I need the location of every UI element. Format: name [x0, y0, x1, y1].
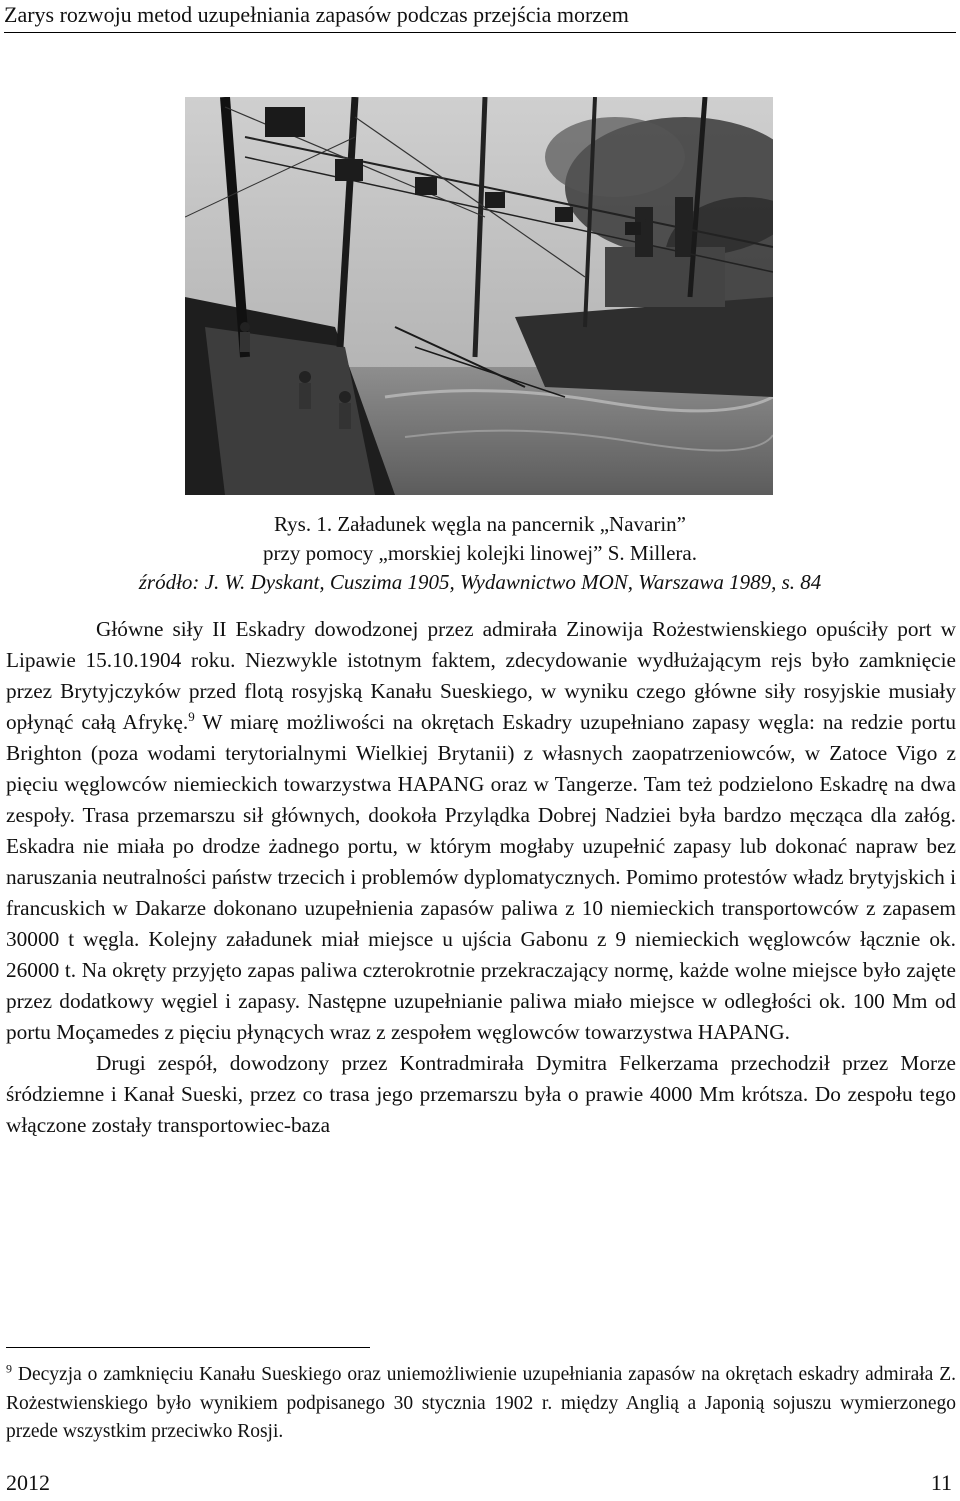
- caption-source: źródło: J. W. Dyskant, Cuszima 1905, Wydawnictwo MON, Warszawa 1989, s. 84: [138, 570, 822, 594]
- caption-line-1: Rys. 1. Załadunek węgla na pancernik „Navarin”: [274, 512, 686, 536]
- running-header: [4, 0, 956, 33]
- figure-photo-illustration: [185, 97, 773, 495]
- paragraph-2: Drugi zespół, dowodzony przez Kontradmirała Dymitra Felkerzama przechodził przez Morze śródziemne i Kanał Sueski, przez co trasa jego przemarszu była o prawie 4000 Mm krótsza. Do zespołu tego włączone zostały transportowiec-baza: [6, 1051, 956, 1137]
- footer-year: 2012: [6, 1470, 50, 1495]
- footnote-text: Decyzja o zamknięciu Kanału Sueskiego oraz uniemożliwienie uzupełniania zapasów na okrętach eskadry admirała Z. Rożestwienskiego było wynikiem podpisanego 30 stycznia 1902 r. między Anglią a Japonią sojuszu wymierzonego przede wszystkim przeciwko Rosji.: [6, 1364, 956, 1442]
- footnote: [6, 1361, 956, 1447]
- figure-caption: [0, 510, 960, 597]
- figure-photo-coal-loading: [185, 97, 773, 495]
- paragraph-1: [6, 614, 956, 1048]
- footnote-number: 9: [6, 1361, 12, 1376]
- footnote-separator: [6, 1347, 370, 1348]
- page-number: 11: [930, 1470, 952, 1495]
- body-text: [6, 614, 956, 1141]
- paragraph-1-part-1: Główne siły II Eskadry dowodzonej przez admirała Zinowija Rożestwienskiego opuściły port w Lipawie 15.10.1904 roku. Niezwykle istotnym faktem, zdecydowanie wydłużającym rejs było zamknięcie przez Brytyjczyków przed flotą rosyjską Kanału Sueskiego, w wyniku czego główne siły rosyjskie musiały opłynąć całą Afrykę.: [6, 617, 956, 734]
- footnote-reference: 9: [188, 708, 195, 724]
- running-header-title: Zarys rozwoju metod uzupełniania zapasów podczas przejścia morzem: [4, 2, 629, 27]
- paragraph-1-part-2: W miarę możliwości na okrętach Eskadry uzupełniano zapasy węgla: na redzie portu Brighton (poza wodami terytorialnymi Wielkiej Brytanii) z własnych zaopatrzeniowców, w Zatoce Vigo z pięciu węglowców niemieckich towarzystwa HAPANG oraz w Tangerze. Tam też podzielono Eskadrę na dwa zespoły. Trasa przemarszu sił głównych, dookoła Przylądka Dobrej Nadziei była bardzo męcząca dla załóg. Eskadra nie miała po drodze żadnego portu, w którym mogłaby uzupełnić zapasy lub dokonać napraw bez naruszania neutralności państw trzecich i problemów dyplomatycznych. Pomimo protestów władz brytyjskich i francuskich w Dakarze dokonano uzupełnienia zapasów paliwa z 10 niemieckich transportowców z zapasem 30000 t węgla. Kolejny załadunek miał miejsce u ujścia Gabonu z 9 niemieckich węglowców łącznie ok. 26000 t. Na okręty przyjęto zapas paliwa czterokrotnie przekraczający normę, każde wolne miejsce było zajęte przez dodatkowy węgiel i zapasy. Następne uzupełnianie paliwa miało miejsce w odległości ok. 100 Mm od portu Moçamedes z pięciu płynących wraz z zespołem węglowców towarzystwa HAPANG.: [6, 710, 956, 1044]
- caption-line-2: przy pomocy „morskiej kolejki linowej” S. Millera.: [263, 541, 697, 565]
